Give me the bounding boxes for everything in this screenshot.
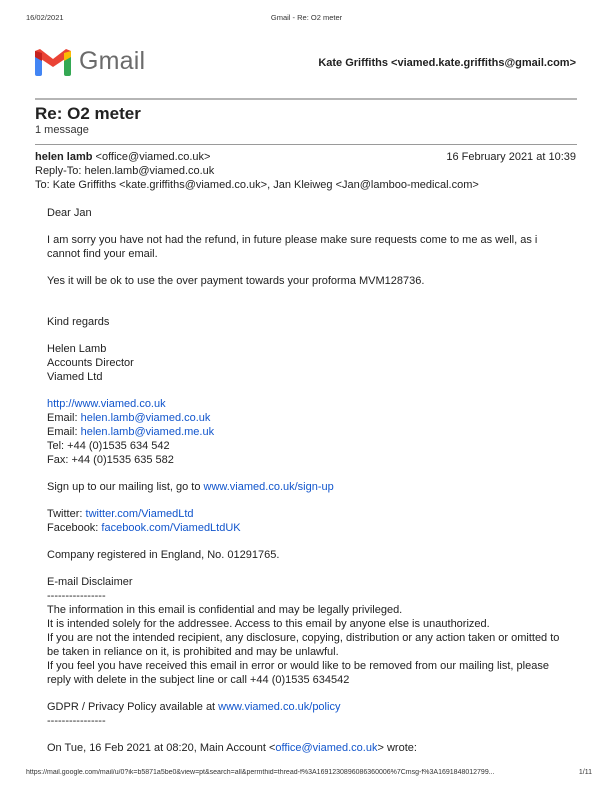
disclaimer-line: If you are not the intended recipient, any disclosure, copying, distribution or any action taken or omitted to be taken in reliance on it, is prohibited and may be unlawful.	[47, 632, 560, 658]
sig-company: Viamed Ltd	[47, 371, 103, 383]
quote-suffix: > wrote:	[377, 742, 417, 754]
social-block	[47, 507, 567, 535]
message-date: 16 February 2021 at 10:39	[446, 151, 576, 163]
sender-email: <office@viamed.co.uk>	[92, 151, 211, 163]
message-body	[47, 206, 567, 768]
gdpr-text: GDPR / Privacy Policy available at	[47, 701, 219, 713]
disclaimer-line: If you feel you have received this email in error or would like to be removed from our mailing list, please reply with delete in the subject line or call +44 (0)1535 634542	[47, 660, 549, 686]
reply-to: Reply-To: helen.lamb@viamed.co.uk	[35, 165, 215, 177]
logo-wordmark: Gmail	[79, 47, 146, 75]
gmail-logo[interactable]	[35, 47, 145, 76]
disclaimer-line: It is intended solely for the addressee. Access to this email by anyone else is unauthorized.	[47, 618, 490, 630]
body-paragraph: I am sorry you have not had the refund, in future please make sure requests come to me as well, as i cannot find your email.	[47, 234, 538, 260]
body-paragraph: Yes it will be ok to use the over payment towards your proforma MVM128736.	[47, 275, 425, 287]
thread-subject: Re: O2 meter	[35, 104, 141, 123]
closing: Kind regards	[47, 316, 110, 328]
sender	[35, 151, 210, 163]
disclaimer-title: E-mail Disclaimer	[47, 576, 133, 588]
tel: Tel: +44 (0)1535 634 542	[47, 440, 170, 452]
company-registration: Company registered in England, No. 01291765.	[47, 549, 280, 561]
quote-email-link[interactable]: office@viamed.co.uk	[275, 742, 378, 754]
email-link[interactable]: helen.lamb@viamed.co.uk	[80, 412, 211, 424]
gdpr-block	[47, 700, 567, 728]
gdpr-link[interactable]: www.viamed.co.uk/policy	[218, 701, 341, 713]
print-page-number: 1/11	[578, 769, 592, 776]
fax: Fax: +44 (0)1535 635 582	[47, 454, 174, 466]
separator: ----------------	[47, 590, 106, 602]
signup-link[interactable]: www.viamed.co.uk/sign-up	[203, 481, 334, 493]
email-label: Email:	[47, 426, 81, 438]
print-date: 16/02/2021	[26, 13, 64, 22]
message-count: 1 message	[35, 124, 89, 136]
twitter-link[interactable]: twitter.com/ViamedLtd	[85, 508, 194, 520]
print-url: https://mail.google.com/mail/u/0?ik=b5871a5be0&view=pt&search=all&permthid=thread-f%3A1691230896086360006%7Cmsg-f%3A1691848012799...	[26, 769, 495, 776]
separator: ----------------	[47, 715, 106, 727]
recipients: To: Kate Griffiths <kate.griffiths@viamed.co.uk>, Jan Kleiweg <Jan@lamboo-medical.com>	[35, 179, 479, 191]
email-link[interactable]: helen.lamb@viamed.me.uk	[80, 426, 215, 438]
facebook-label: Facebook:	[47, 522, 102, 534]
gmail-icon	[35, 48, 71, 76]
print-title: Gmail - Re: O2 meter	[270, 13, 343, 22]
header-divider	[35, 98, 577, 100]
signature	[47, 342, 567, 384]
account-label: Kate Griffiths <viamed.kate.griffiths@gmail.com>	[318, 57, 576, 69]
disclaimer	[47, 575, 567, 687]
contact-block	[47, 397, 567, 467]
signup-line	[47, 480, 567, 494]
quoted-header	[47, 741, 567, 755]
disclaimer-line: The information in this email is confidential and may be legally privileged.	[47, 604, 403, 616]
message-divider	[35, 144, 577, 145]
facebook-link[interactable]: facebook.com/ViamedLtdUK	[101, 522, 241, 534]
website-link[interactable]: http://www.viamed.co.uk	[47, 398, 166, 410]
email-label: Email:	[47, 412, 81, 424]
twitter-label: Twitter:	[47, 508, 86, 520]
greeting: Dear Jan	[47, 207, 92, 219]
sig-title: Accounts Director	[47, 357, 134, 369]
sender-name: helen lamb	[35, 151, 93, 163]
signup-text: Sign up to our mailing list, go to	[47, 481, 204, 493]
sig-name: Helen Lamb	[47, 343, 107, 355]
quote-prefix: On Tue, 16 Feb 2021 at 08:20, Main Account <	[47, 742, 276, 754]
